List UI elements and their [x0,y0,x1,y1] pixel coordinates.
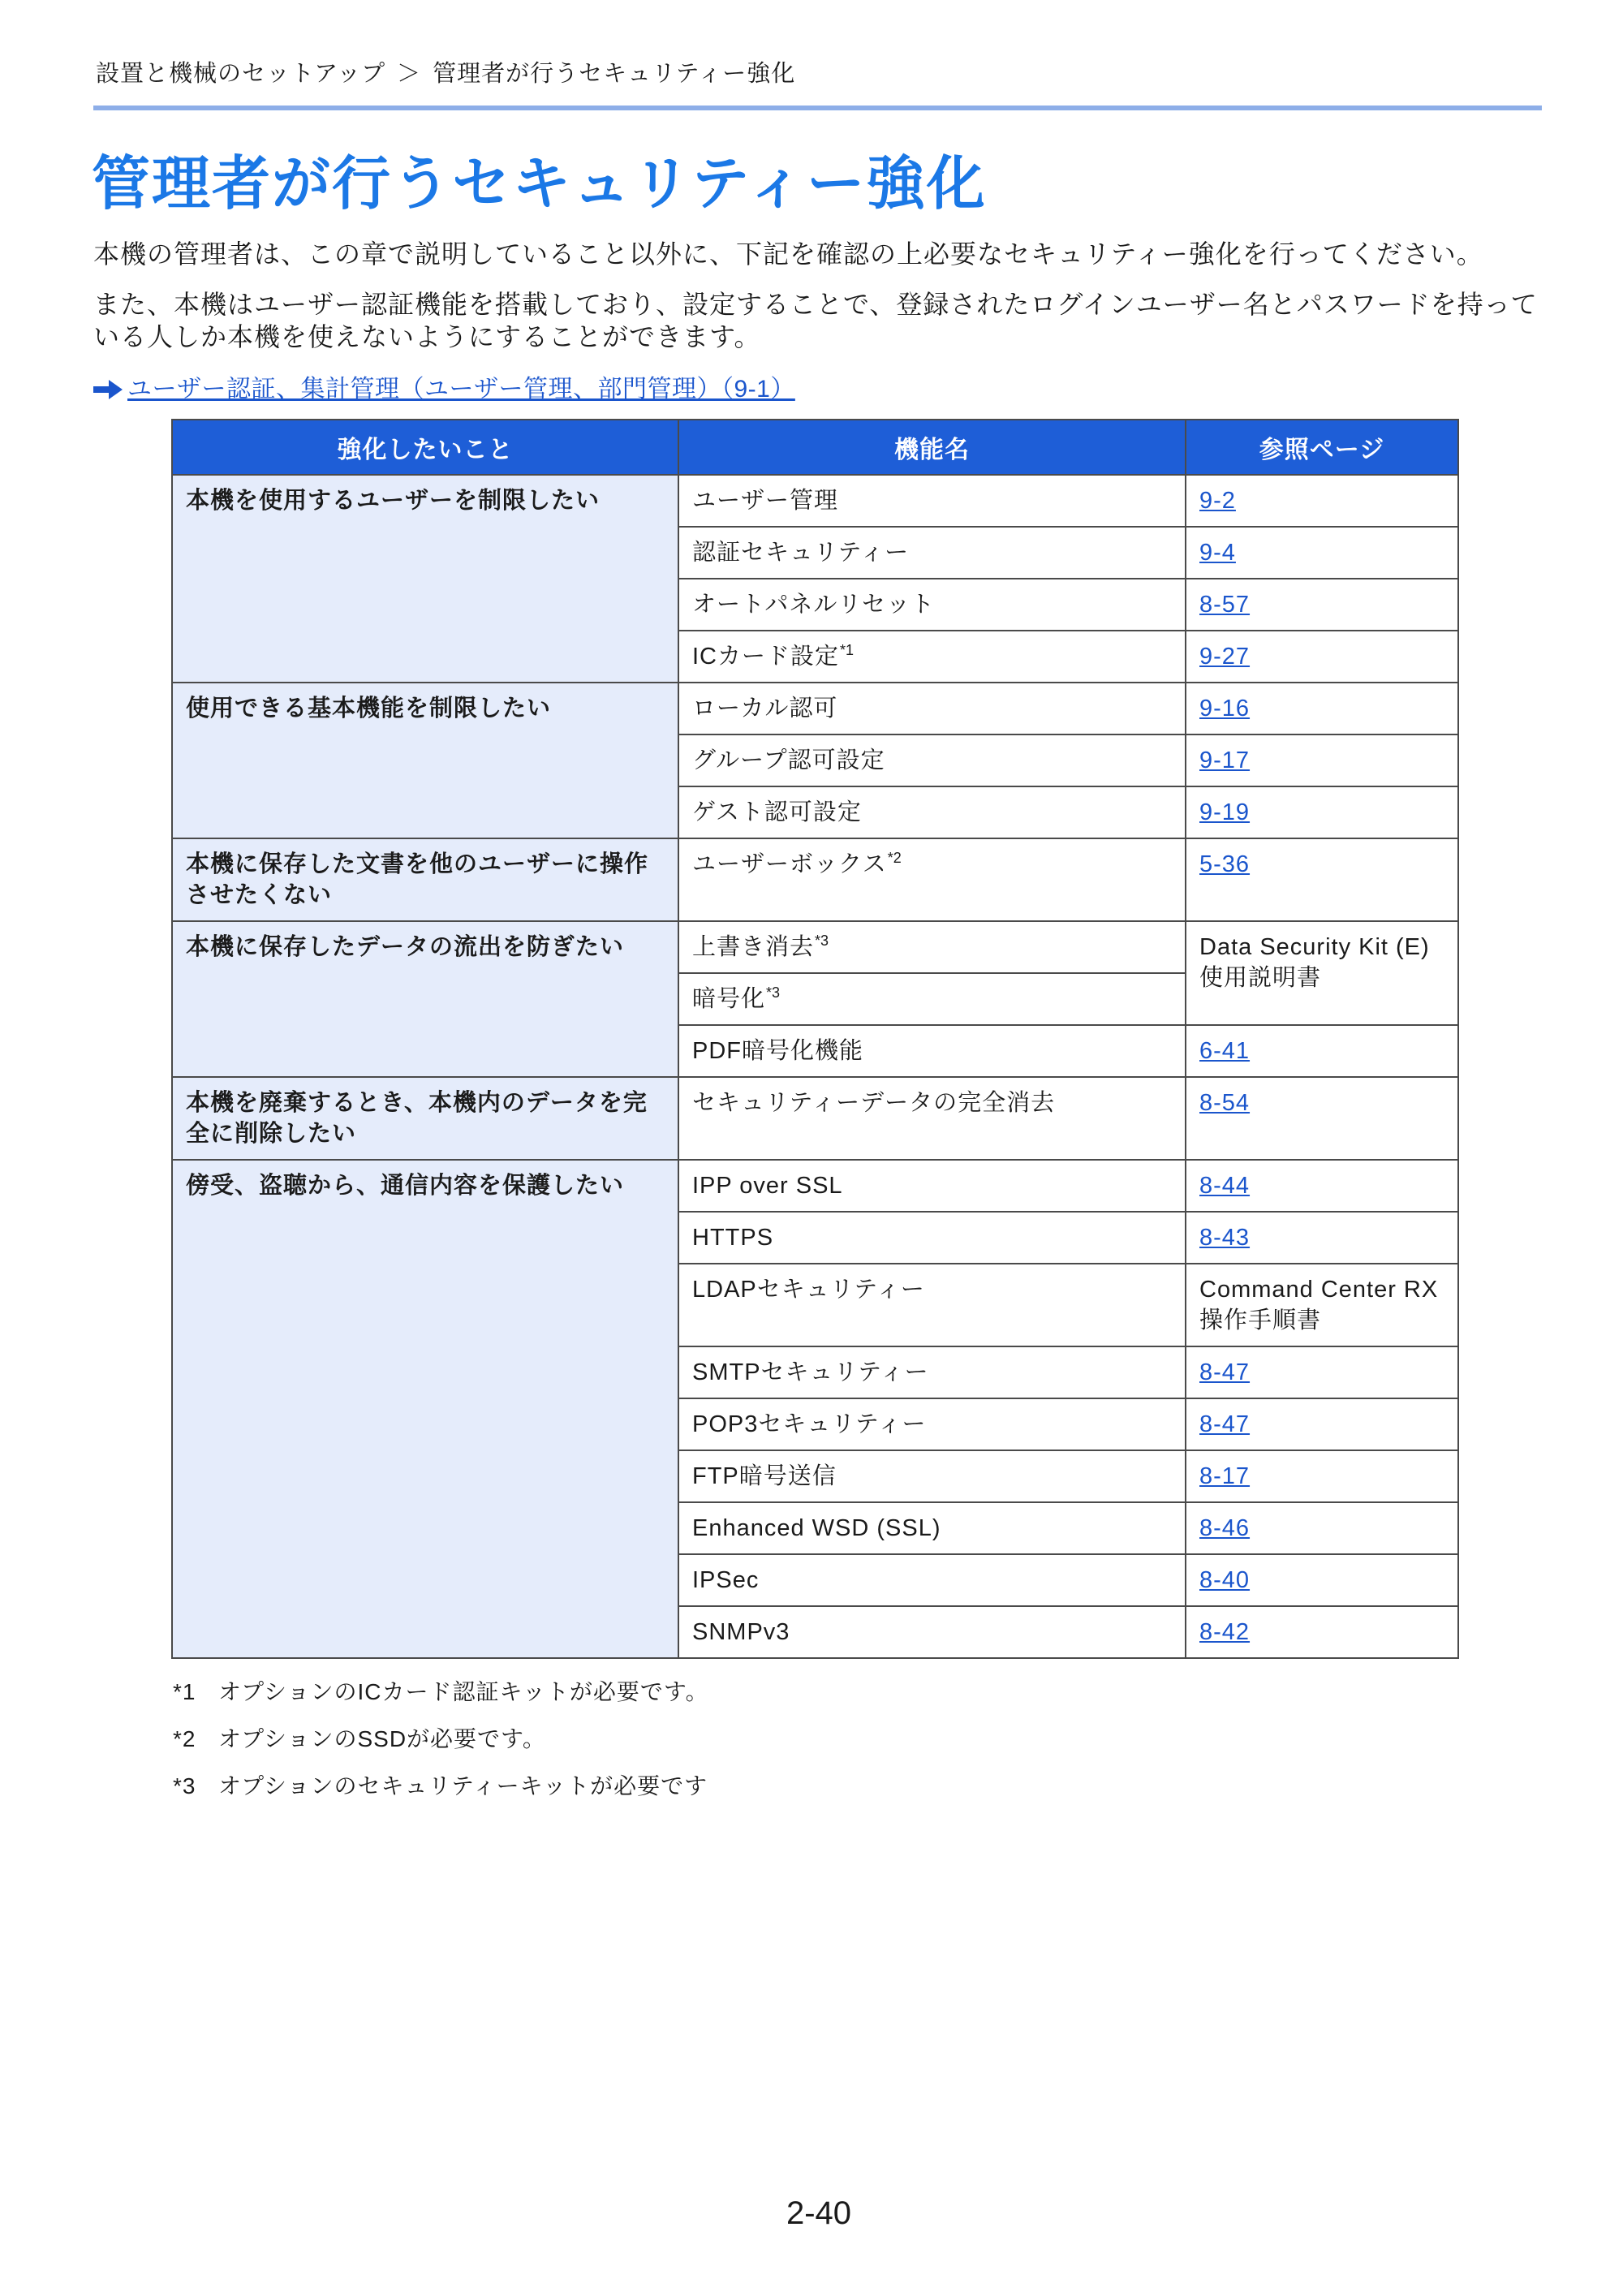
reference-cell [1186,1398,1458,1450]
footnote-marker: *3 [815,933,829,950]
page-number: 2-40 [786,2195,852,2231]
feature-cell [678,786,1186,838]
feature-cell [678,734,1186,786]
feature-cell [678,683,1186,734]
feature-cell [678,973,1186,1025]
feature-name: ゲスト認可設定 [692,799,862,825]
feature-name: ユーザーボックス [692,851,887,877]
feature-cell [678,475,1186,527]
feature-name: IPSec [692,1567,760,1593]
breadcrumb-current: 管理者が行うセキュリティー強化 [433,61,796,87]
feature-name: オートパネルリセット [692,592,936,618]
column-header-goal: 強化したいこと [172,420,678,475]
reference-cell [1186,838,1458,921]
feature-name: グループ認可設定 [692,747,885,773]
reference-cell [1186,579,1458,631]
page-ref-link[interactable]: 8-17 [1199,1463,1251,1489]
feature-name: ICカード設定 [692,644,840,670]
reference-cell [1186,683,1458,734]
feature-name: IPP over SSL [692,1173,843,1199]
feature-cell [678,1264,1186,1346]
reference-cell [1186,1502,1458,1554]
page-ref-link[interactable]: 9-16 [1199,696,1251,722]
reference-cell [1186,1346,1458,1398]
cross-reference [93,373,795,406]
page-ref-link[interactable]: 8-54 [1199,1090,1251,1116]
reference-cell [1186,475,1458,527]
page-ref-link[interactable]: 8-57 [1199,592,1251,618]
reference-cell [1186,527,1458,579]
page-ref-link[interactable]: 8-47 [1199,1359,1251,1385]
footnote-mark: *3 [173,1773,196,1798]
goal-cell: 本機を使用するユーザーを制限したい [172,475,678,683]
footnote-text: オプションのSSDが必要です。 [218,1726,546,1751]
feature-name: SMTPセキュリティー [692,1359,929,1385]
feature-cell [678,579,1186,631]
reference-cell [1186,786,1458,838]
security-table-body [172,475,1458,1658]
reference-cell [1186,1160,1458,1212]
feature-cell [678,921,1186,973]
reference-cell [1186,921,1458,1025]
feature-name: セキュリティーデータの完全消去 [692,1090,1056,1116]
manual-reference-line: Command Center RX [1199,1277,1439,1303]
reference-cell [1186,1077,1458,1160]
goal-cell: 本機に保存したデータの流出を防ぎたい [172,921,678,1077]
breadcrumb-separator: ＞ [397,61,422,87]
feature-name: SNMPv3 [692,1619,790,1645]
footnote [173,1724,709,1771]
page-ref-link[interactable]: 8-42 [1199,1619,1251,1645]
page-ref-link[interactable]: 8-40 [1199,1567,1251,1593]
page-ref-link[interactable]: 8-44 [1199,1173,1251,1199]
goal-cell: 本機を廃棄するとき、本機内のデータを完全に削除したい [172,1077,678,1160]
feature-cell [678,1212,1186,1264]
manual-reference-line: 操作手順書 [1199,1307,1322,1333]
feature-name: 上書き消去 [692,934,815,960]
footnote-mark: *1 [173,1679,196,1704]
page-ref-link[interactable]: 9-2 [1199,488,1236,514]
page-ref-link[interactable]: 5-36 [1199,851,1251,877]
feature-name: PDF暗号化機能 [692,1038,864,1064]
feature-cell [678,631,1186,683]
feature-name: HTTPS [692,1225,774,1251]
page-ref-link[interactable]: 8-47 [1199,1411,1251,1437]
intro-paragraph: 本機の管理者は、この章で説明していること以外に、下記を確認の上必要なセキュリティー強化を行ってください。 [93,239,1483,269]
page-ref-link[interactable]: 9-4 [1199,540,1236,566]
goal-cell: 本機に保存した文書を他のユーザーに操作させたくない [172,838,678,921]
reference-cell [1186,1212,1458,1264]
footnote-marker: *3 [766,984,781,1002]
security-table [171,419,1459,1659]
feature-name: POP3セキュリティー [692,1411,927,1437]
column-header-feature: 機能名 [678,420,1186,475]
header-row [172,420,1458,475]
feature-name: Enhanced WSD (SSL) [692,1515,941,1541]
feature-cell [678,1450,1186,1502]
table-row [172,1077,1458,1160]
reference-cell [1186,1554,1458,1606]
page-ref-link[interactable]: 9-19 [1199,799,1251,825]
manual-reference-line: Data Security Kit (E) [1199,934,1430,960]
feature-cell [678,1554,1186,1606]
reference-cell [1186,734,1458,786]
goal-cell: 使用できる基本機能を制限したい [172,683,678,838]
footnote-mark: *2 [173,1726,196,1751]
table-header [172,420,1458,475]
reference-cell [1186,1450,1458,1502]
arrow-right-icon [93,379,123,400]
feature-name: LDAPセキュリティー [692,1277,925,1303]
footnote-marker: *1 [840,642,855,659]
feature-cell [678,527,1186,579]
footnote [173,1677,709,1724]
goal-cell: 傍受、盗聴から、通信内容を保護したい [172,1160,678,1658]
footnote-marker: *2 [887,850,902,867]
auth-paragraph: また、本機はユーザー認証機能を搭載しており、設定することで、登録されたログインユーザー名とパスワードを持っている人しか本機を使えないようにすることができます。 [93,290,1538,351]
feature-name: ローカル認可 [692,696,838,722]
feature-cell [678,1025,1186,1077]
feature-name: FTP暗号送信 [692,1463,837,1489]
page-ref-link[interactable]: 8-43 [1199,1225,1251,1251]
table-row [172,838,1458,921]
table-row [172,1160,1458,1212]
page-ref-link[interactable]: 8-46 [1199,1515,1251,1541]
feature-cell [678,1077,1186,1160]
manual-reference-line: 使用説明書 [1199,965,1322,991]
feature-name: 認証セキュリティー [692,540,910,566]
breadcrumb-section: 設置と機械のセットアップ [96,61,386,87]
footnote [173,1771,709,1818]
page-ref-link[interactable]: 6-41 [1199,1038,1251,1064]
reference-cell [1186,631,1458,683]
footnote-text: オプションのICカード認証キットが必要です。 [218,1679,709,1704]
feature-cell [678,1160,1186,1212]
feature-cell [678,1346,1186,1398]
cross-reference-link[interactable]: ユーザー認証、集計管理（ユーザー管理、部門管理）（9-1） [127,376,795,403]
table-row [172,475,1458,527]
page-title: 管理者が行うセキュリティー強化 [92,152,987,217]
page-ref-link[interactable]: 9-17 [1199,747,1251,773]
feature-cell [678,1502,1186,1554]
feature-cell [678,1398,1186,1450]
header-rule [93,106,1542,110]
feature-name: ユーザー管理 [692,488,839,514]
reference-cell [1186,1264,1458,1346]
breadcrumb [96,58,795,89]
feature-cell [678,1606,1186,1658]
reference-cell [1186,1606,1458,1658]
table-row [172,921,1458,973]
page-ref-link[interactable]: 9-27 [1199,644,1251,670]
footnotes [173,1677,709,1818]
feature-name: 暗号化 [692,986,766,1012]
reference-cell [1186,1025,1458,1077]
column-header-reference: 参照ページ [1186,420,1458,475]
table-row [172,683,1458,734]
feature-cell [678,838,1186,921]
footnote-text: オプションのセキュリティーキットが必要です [218,1773,708,1798]
